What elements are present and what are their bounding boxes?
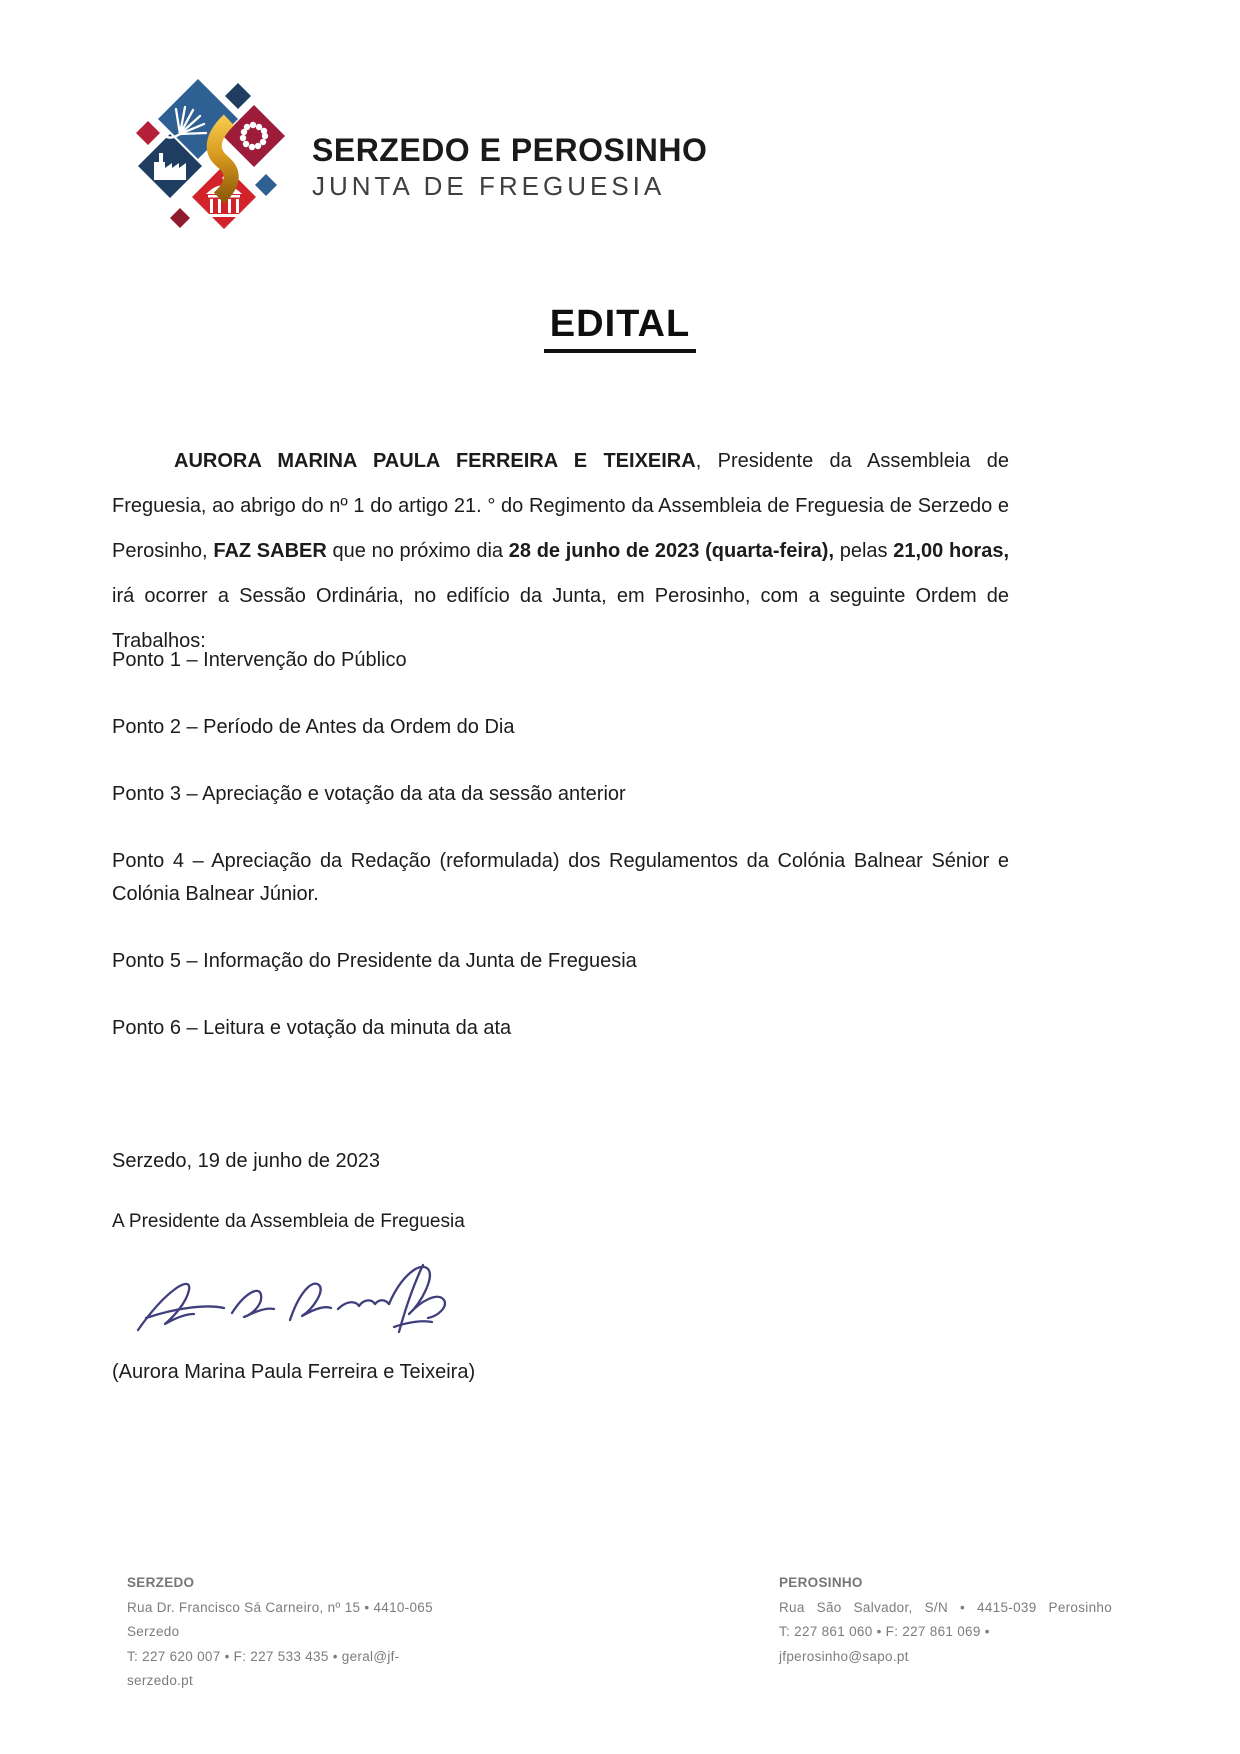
handwritten-signature — [132, 1256, 472, 1358]
session-date: 28 de junho de 2023 (quarta-feira), — [508, 540, 835, 562]
footer-perosinho-heading: PEROSINHO — [779, 1575, 863, 1590]
logo-wordmark — [312, 133, 707, 200]
junta-freguesia-logo — [116, 58, 302, 236]
small-darkred-diamond — [170, 208, 190, 228]
agenda-item-6: Ponto 6 – Leitura e votação da minuta da ata — [112, 1017, 512, 1039]
intro-paragraph — [112, 439, 1009, 664]
small-navy-diamond — [225, 83, 251, 109]
small-blue-diamond — [255, 174, 277, 196]
intro-text-1: , Presidente da Assembleia de Freguesia, ao abrigo do nº 1 do artigo 21. ° do Regimento da Assembleia de Freguesia de Serzedo e Perosinho, — [112, 450, 1009, 562]
small-red-diamond — [136, 121, 160, 145]
intro-text-3: pelas — [834, 540, 894, 562]
faz-saber: FAZ SABER — [213, 540, 327, 562]
footer-serzedo-address: Rua Dr. Francisco Sá Carneiro, nº 15 • 4410-065 Serzedo — [127, 1599, 433, 1639]
footer-perosinho-contacts: T: 227 861 060 • F: 227 861 069 • jfperosinho@sapo.pt — [779, 1624, 990, 1664]
footer-serzedo — [127, 1571, 455, 1694]
president-name: AURORA MARINA PAULA FERREIRA E TEIXEIRA — [174, 450, 696, 472]
agenda-item-2: Ponto 2 – Período de Antes da Ordem do Dia — [112, 716, 515, 738]
logo-subtitle: JUNTA DE FREGUESIA — [312, 171, 666, 201]
signer-title: A Presidente da Assembleia de Freguesia — [112, 1211, 465, 1232]
place-and-date: Serzedo, 19 de junho de 2023 — [112, 1150, 380, 1172]
agenda-item-3: Ponto 3 – Apreciação e votação da ata da sessão anterior — [112, 783, 626, 805]
footer-serzedo-contacts: T: 227 620 007 • F: 227 533 435 • geral@jf-serzedo.pt — [127, 1648, 400, 1688]
title-row — [0, 303, 1240, 353]
signer-name: (Aurora Marina Paula Ferreira e Teixeira) — [112, 1361, 476, 1383]
intro-text-2: que no próximo dia — [326, 540, 509, 562]
page-title: EDITAL — [544, 303, 696, 353]
agenda-item-4: Ponto 4 – Apreciação da Redação (reformulada) dos Regulamentos da Colónia Balnear Sénior e Colónia Balnear Júnior. — [112, 850, 1009, 905]
footer-perosinho-address: Rua São Salvador, S/N • 4415-039 Perosinho — [779, 1599, 1112, 1615]
agenda-list — [112, 644, 1009, 1079]
footer-serzedo-heading: SERZEDO — [127, 1575, 195, 1590]
session-time: 21,00 horas, — [893, 540, 1010, 562]
agenda-item-5: Ponto 5 – Informação do Presidente da Junta de Freguesia — [112, 950, 637, 972]
footer-perosinho — [779, 1571, 1112, 1669]
intro-text-4: irá ocorrer a Sessão Ordinária, no edifício da Junta, em Perosinho, com a seguinte Ordem de Trabalhos: — [112, 585, 1009, 652]
agenda-item-1: Ponto 1 – Intervenção do Público — [112, 649, 407, 671]
logo-title: SERZEDO E PEROSINHO — [312, 132, 708, 168]
